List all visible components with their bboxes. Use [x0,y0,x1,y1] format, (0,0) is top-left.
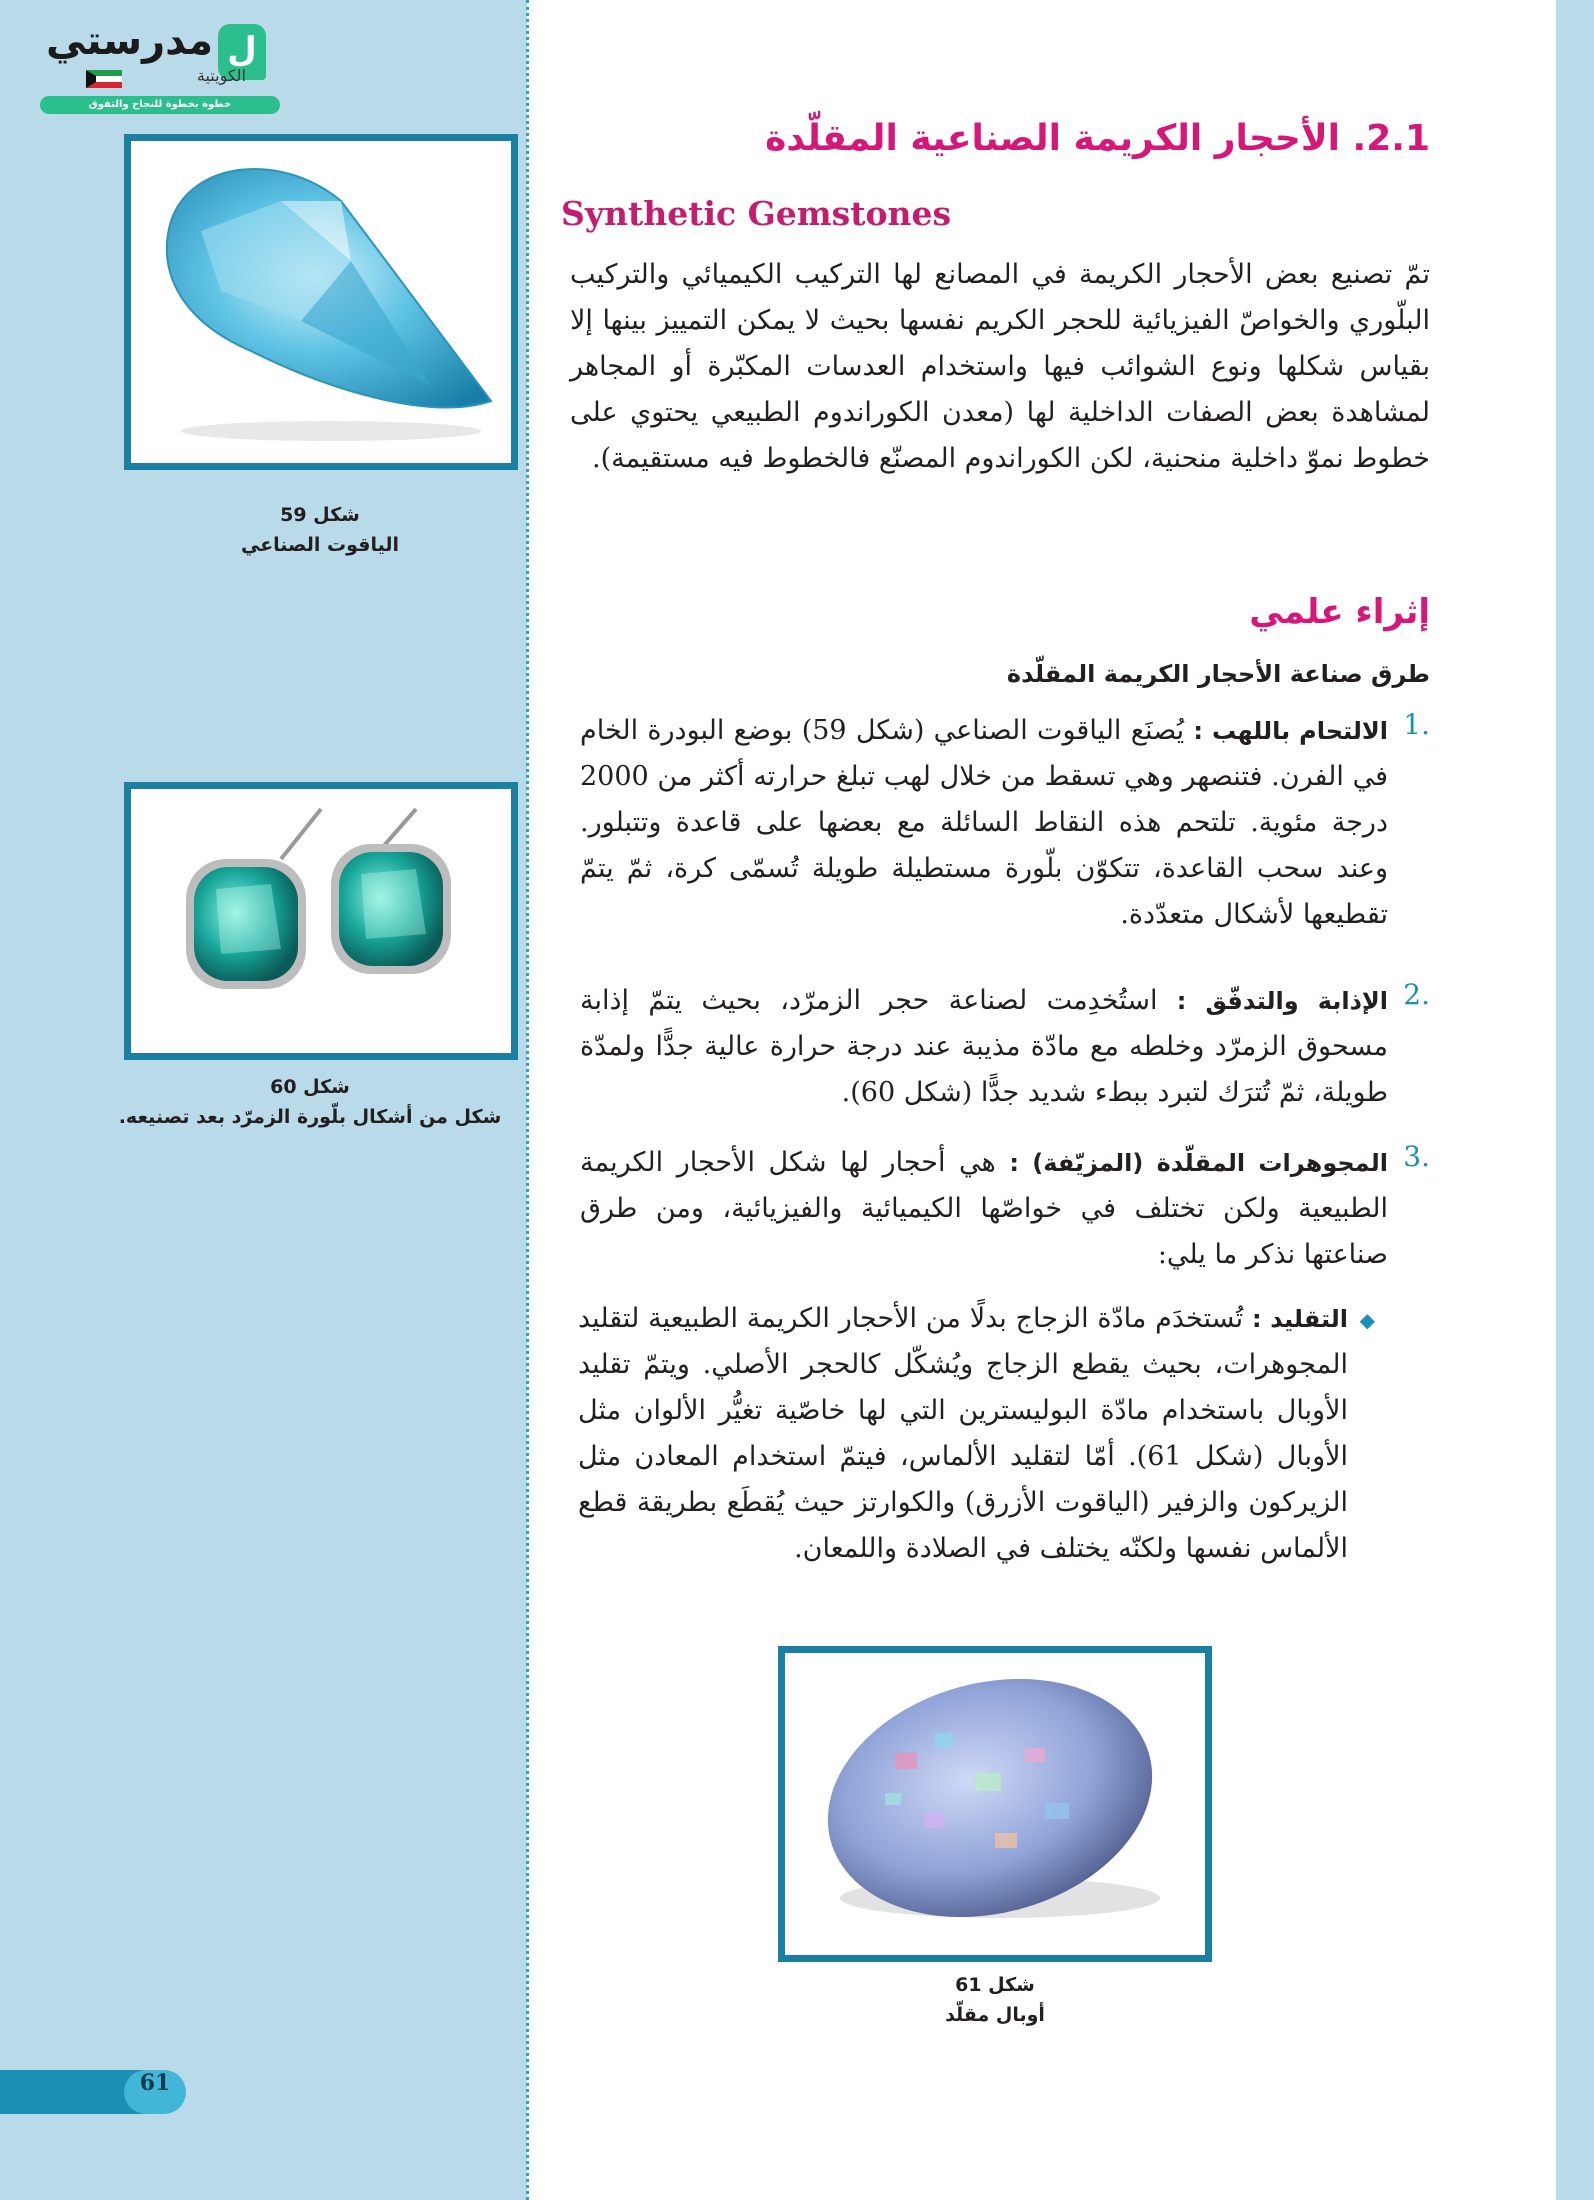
logo-mark-icon: ل [218,24,266,80]
diamond-bullet-icon: ◆ [1359,1308,1375,1332]
list-term: الالتحام باللهب : [1193,717,1388,745]
list-number: 2. [1403,978,1430,1011]
figure-61-caption [880,1970,1110,2030]
bullet-text [578,1296,1348,1572]
figure-59-caption [200,500,440,560]
figure-60-text: شكل من أشكال بلّورة الزمرّد بعد تصنيعه. [118,1106,502,1128]
bullet-body: تُستخدَم مادّة الزجاج بدلًا من الأحجار الكريمة الطبيعية لتقليد المجوهرات، بحيث يقطع الزجاج ويُشكّل كالحجر الأصلي. ويتمّ تقليد الأوبال باستخدام مادّة البوليسترين التي لها خاصّية تغيُّر الألوان مثل الأوبال (شكل 61). أمّا لتقليد الألماس، فيتمّ استخدام المعادن مثل الزيركون والزفير (الياقوت الأزرق) والكوارتز حيث يُقطَع بطريقة قطع الألماس نفسها ولكنّه يختلف في الصلادة واللمعان. [578,1303,1349,1564]
figure-61-image [778,1646,1212,1962]
figure-59-image [124,134,518,470]
logo-title: مدرستي [45,18,213,64]
list-body: يُصنَع الياقوت الصناعي (شكل 59) بوضع البودرة الخام في الفرن. فتنصهر وهي تسقط من خلال لهب تبلغ حرارته أكثر من 2000 درجة مئوية. تلتحم هذه النقاط السائلة مع بعضها على قاعدة وتتبلور. وعند سحب القاعدة، تتكوّن بلّورة مستطيلة طويلة تُسمّى كرة، ثمّ يتمّ تقطيعها لأشكال متعدّدة. [580,715,1388,930]
opal-stone-icon [785,1653,1205,1955]
figure-60-number: شكل 60 [270,1076,350,1098]
list-text [580,708,1388,938]
list-text [580,1140,1388,1278]
figure-60-image [124,782,518,1060]
bullet-term: التقليد : [1252,1305,1348,1333]
dotted-divider [526,0,529,2200]
blue-gem-icon [131,141,511,463]
figure-61-text: أوبال مقلّد [945,2004,1045,2026]
section-heading: 2.1. الأحجار الكريمة الصناعية المقلّدة [765,118,1430,159]
enrichment-heading: إثراء علمي [1249,592,1430,632]
right-margin-strip [1556,0,1594,2200]
figure-59-number: شكل 59 [280,504,360,526]
enrichment-subheading: طرق صناعة الأحجار الكريمة المقلّدة [1006,660,1430,688]
list-text [580,978,1388,1116]
list-body: استُخدِمت لصناعة حجر الزمرّد، بحيث يتمّ إذابة مسحوق الزمرّد وخلطه مع مادّة مذيبة عند درجة حرارة عالية جدًّا ولمدّة طويلة، ثمّ تُترَك لتبرد ببطء شديد جدًّا (شكل 60). [580,985,1388,1108]
figure-59-text: الياقوت الصناعي [240,534,400,556]
logo-slogan: خطوة بخطوة للنجاح والتفوق [40,96,280,114]
list-number: 1. [1403,708,1430,741]
intro-paragraph: تمّ تصنيع بعض الأحجار الكريمة في المصانع لها التركيب الكيميائي والتركيب البلّوري والخواصّ الفيزيائية للحجر الكريم نفسها بحيث لا يمكن التمييز بينها إلا بقياس شكلها ونوع الشوائب فيها واستخدام العدسات المكبّرة أو المجاهر لمشاهدة بعض الصفات الداخلية لها (معدن الكوراندوم الطبيعي يحتوي على خطوط نموّ داخلية منحنية، لكن الكوراندوم المصنّع فالخطوط فيه مستقيمة). [570,259,1430,474]
publisher-logo [36,18,286,118]
list-term: الإذابة والتدفّق : [1176,987,1388,1015]
list-body: هي أحجار لها شكل الأحجار الكريمة الطبيعية ولكن تختلف في خواصّها الكيميائية والفيزيائية، ومن طرق صناعتها نذكر ما يلي: [580,1147,1388,1270]
list-number: 3. [1403,1140,1430,1173]
emerald-earrings-icon [131,789,511,1053]
list-term: المجوهرات المقلّدة (المزيّفة) : [1009,1149,1388,1177]
figure-61-number: شكل 61 [955,1974,1035,1996]
kuwait-flag-icon [86,70,122,88]
page-number: 61 [124,2070,186,2114]
figure-60-caption [100,1072,520,1132]
logo-subtitle: الكويتية [196,66,246,85]
section-heading-en: Synthetic Gemstones [561,194,952,233]
